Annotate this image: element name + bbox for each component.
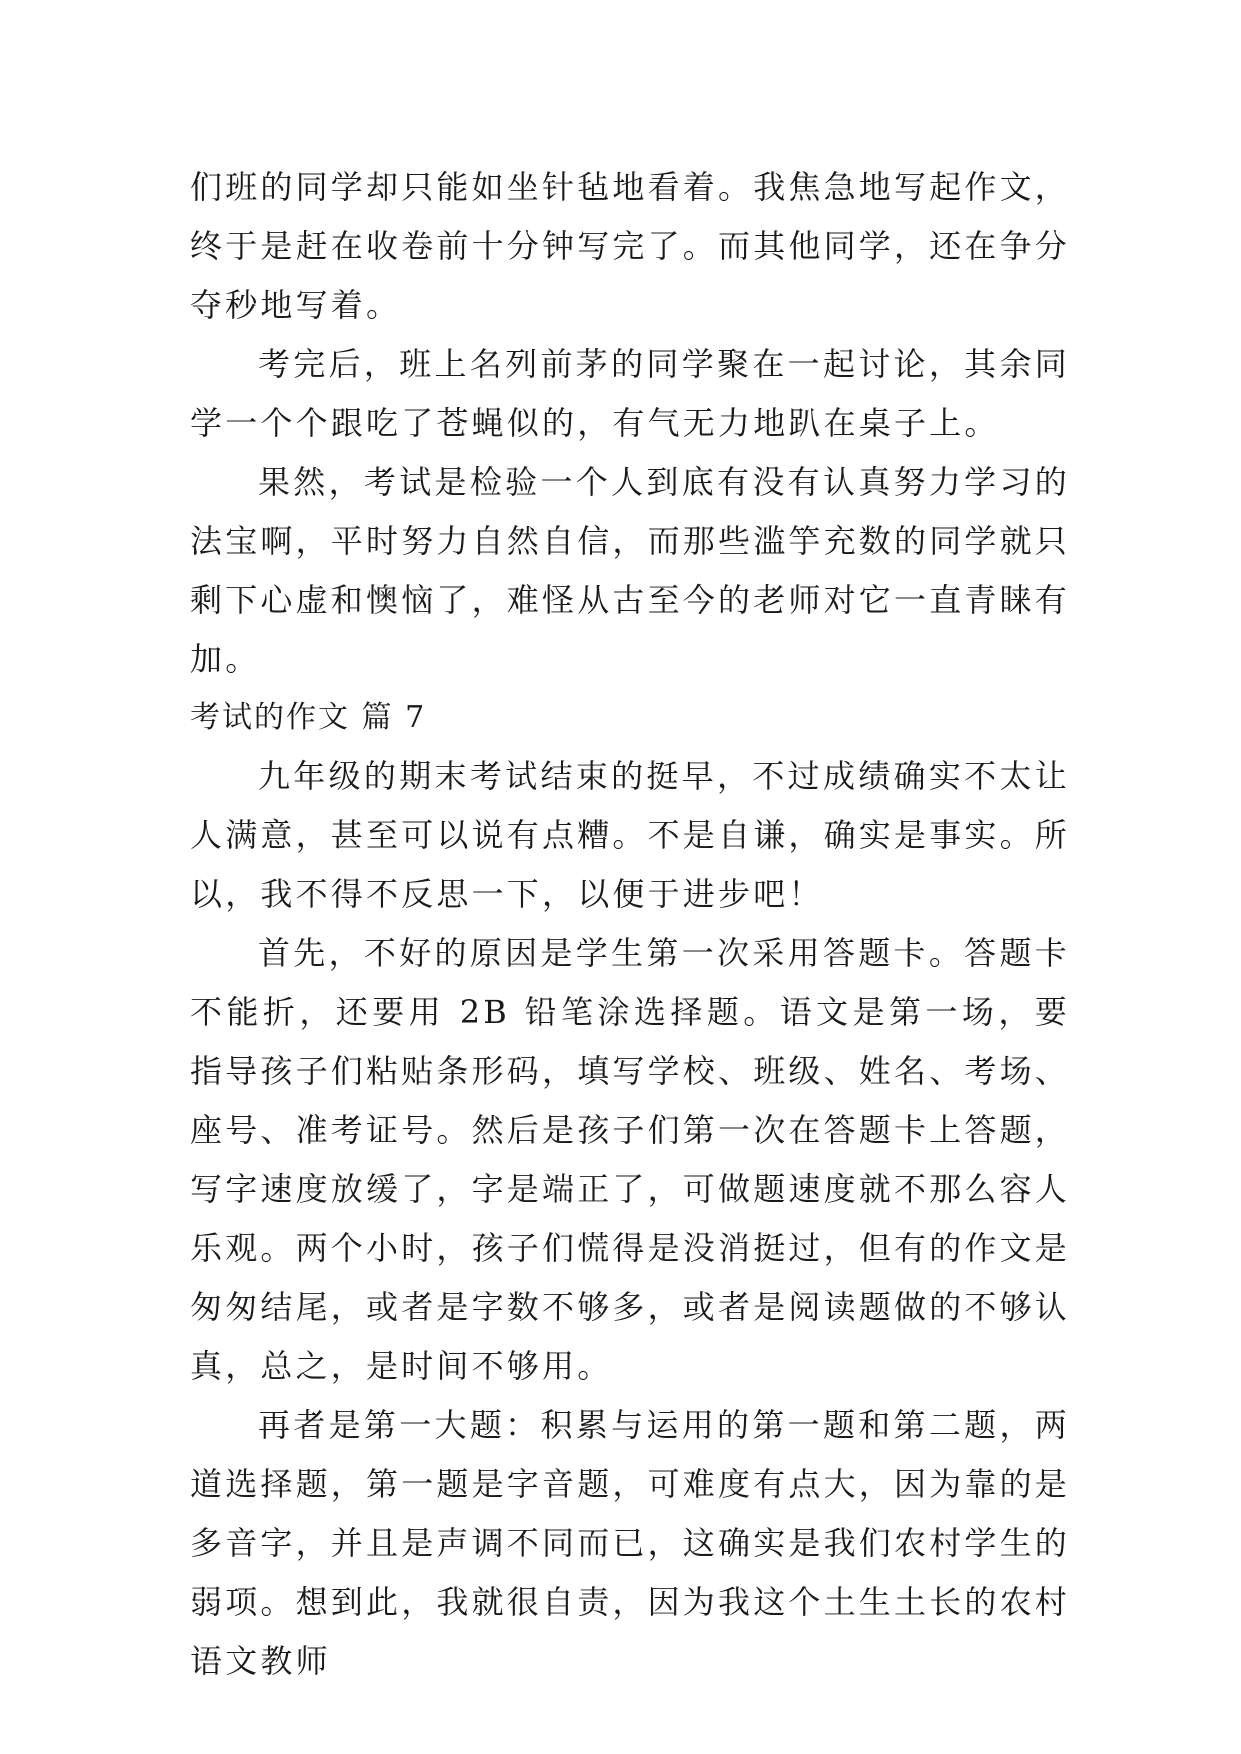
paragraph-first-question: 再者是第一大题：积累与运用的第一题和第二题，两道选择题，第一题是字音题，可难度有点大，因为靠的是多音字，并且是声调不同而已，这确实是我们农村学生的弱项。想到此，我就很自责，因为我这个土生土长的农村语文教师: [190, 1406, 1071, 1680]
paragraph-after-exam: 考完后，班上名列前茅的同学聚在一起讨论，其余同学一个个跟吃了苍蝇似的，有气无力地趴在桌子上。: [190, 345, 1070, 442]
paragraph-final-exam: 九年级的期末考试结束的挺早，不过成绩确实不太让人满意，甚至可以说有点糟。不是自谦，确实是事实。所以，我不得不反思一下，以便于进步吧！: [190, 757, 1071, 913]
paragraph-answer-sheet: 首先，不好的原因是学生第一次采用答题卡。答题卡不能折，还要用 2B 铅笔涂选择题。语文是第一场，要指导孩子们粘贴条形码，填写学校、班级、姓名、考场、座号、准考证号。然后是孩子们第一次在答题卡上答题，写字速度放缓了，字是端正了，可做题速度就不那么容人乐观。两个小时，孩子们慌得是没消挺过，但有的作文是匆匆结尾，或者是字数不够多，或者是阅读题做的不够认真，总之，是时间不够用。: [190, 934, 1071, 1385]
paragraph-continuation: 们班的同学却只能如坐针毡地看着。我焦急地写起作文，终于是赶在收卷前十分钟写完了。而其他同学，还在争分夺秒地写着。: [190, 168, 1071, 324]
document-body: [190, 158, 1070, 1691]
paragraph-conclusion: 果然，考试是检验一个人到底有没有认真努力学习的法宝啊，平时努力自然自信，而那些滥竽充数的同学就只剩下心虚和懊恼了，难怪从古至今的老师对它一直青睐有加。: [190, 463, 1071, 678]
section-heading: 考试的作文 篇 7: [190, 700, 427, 735]
